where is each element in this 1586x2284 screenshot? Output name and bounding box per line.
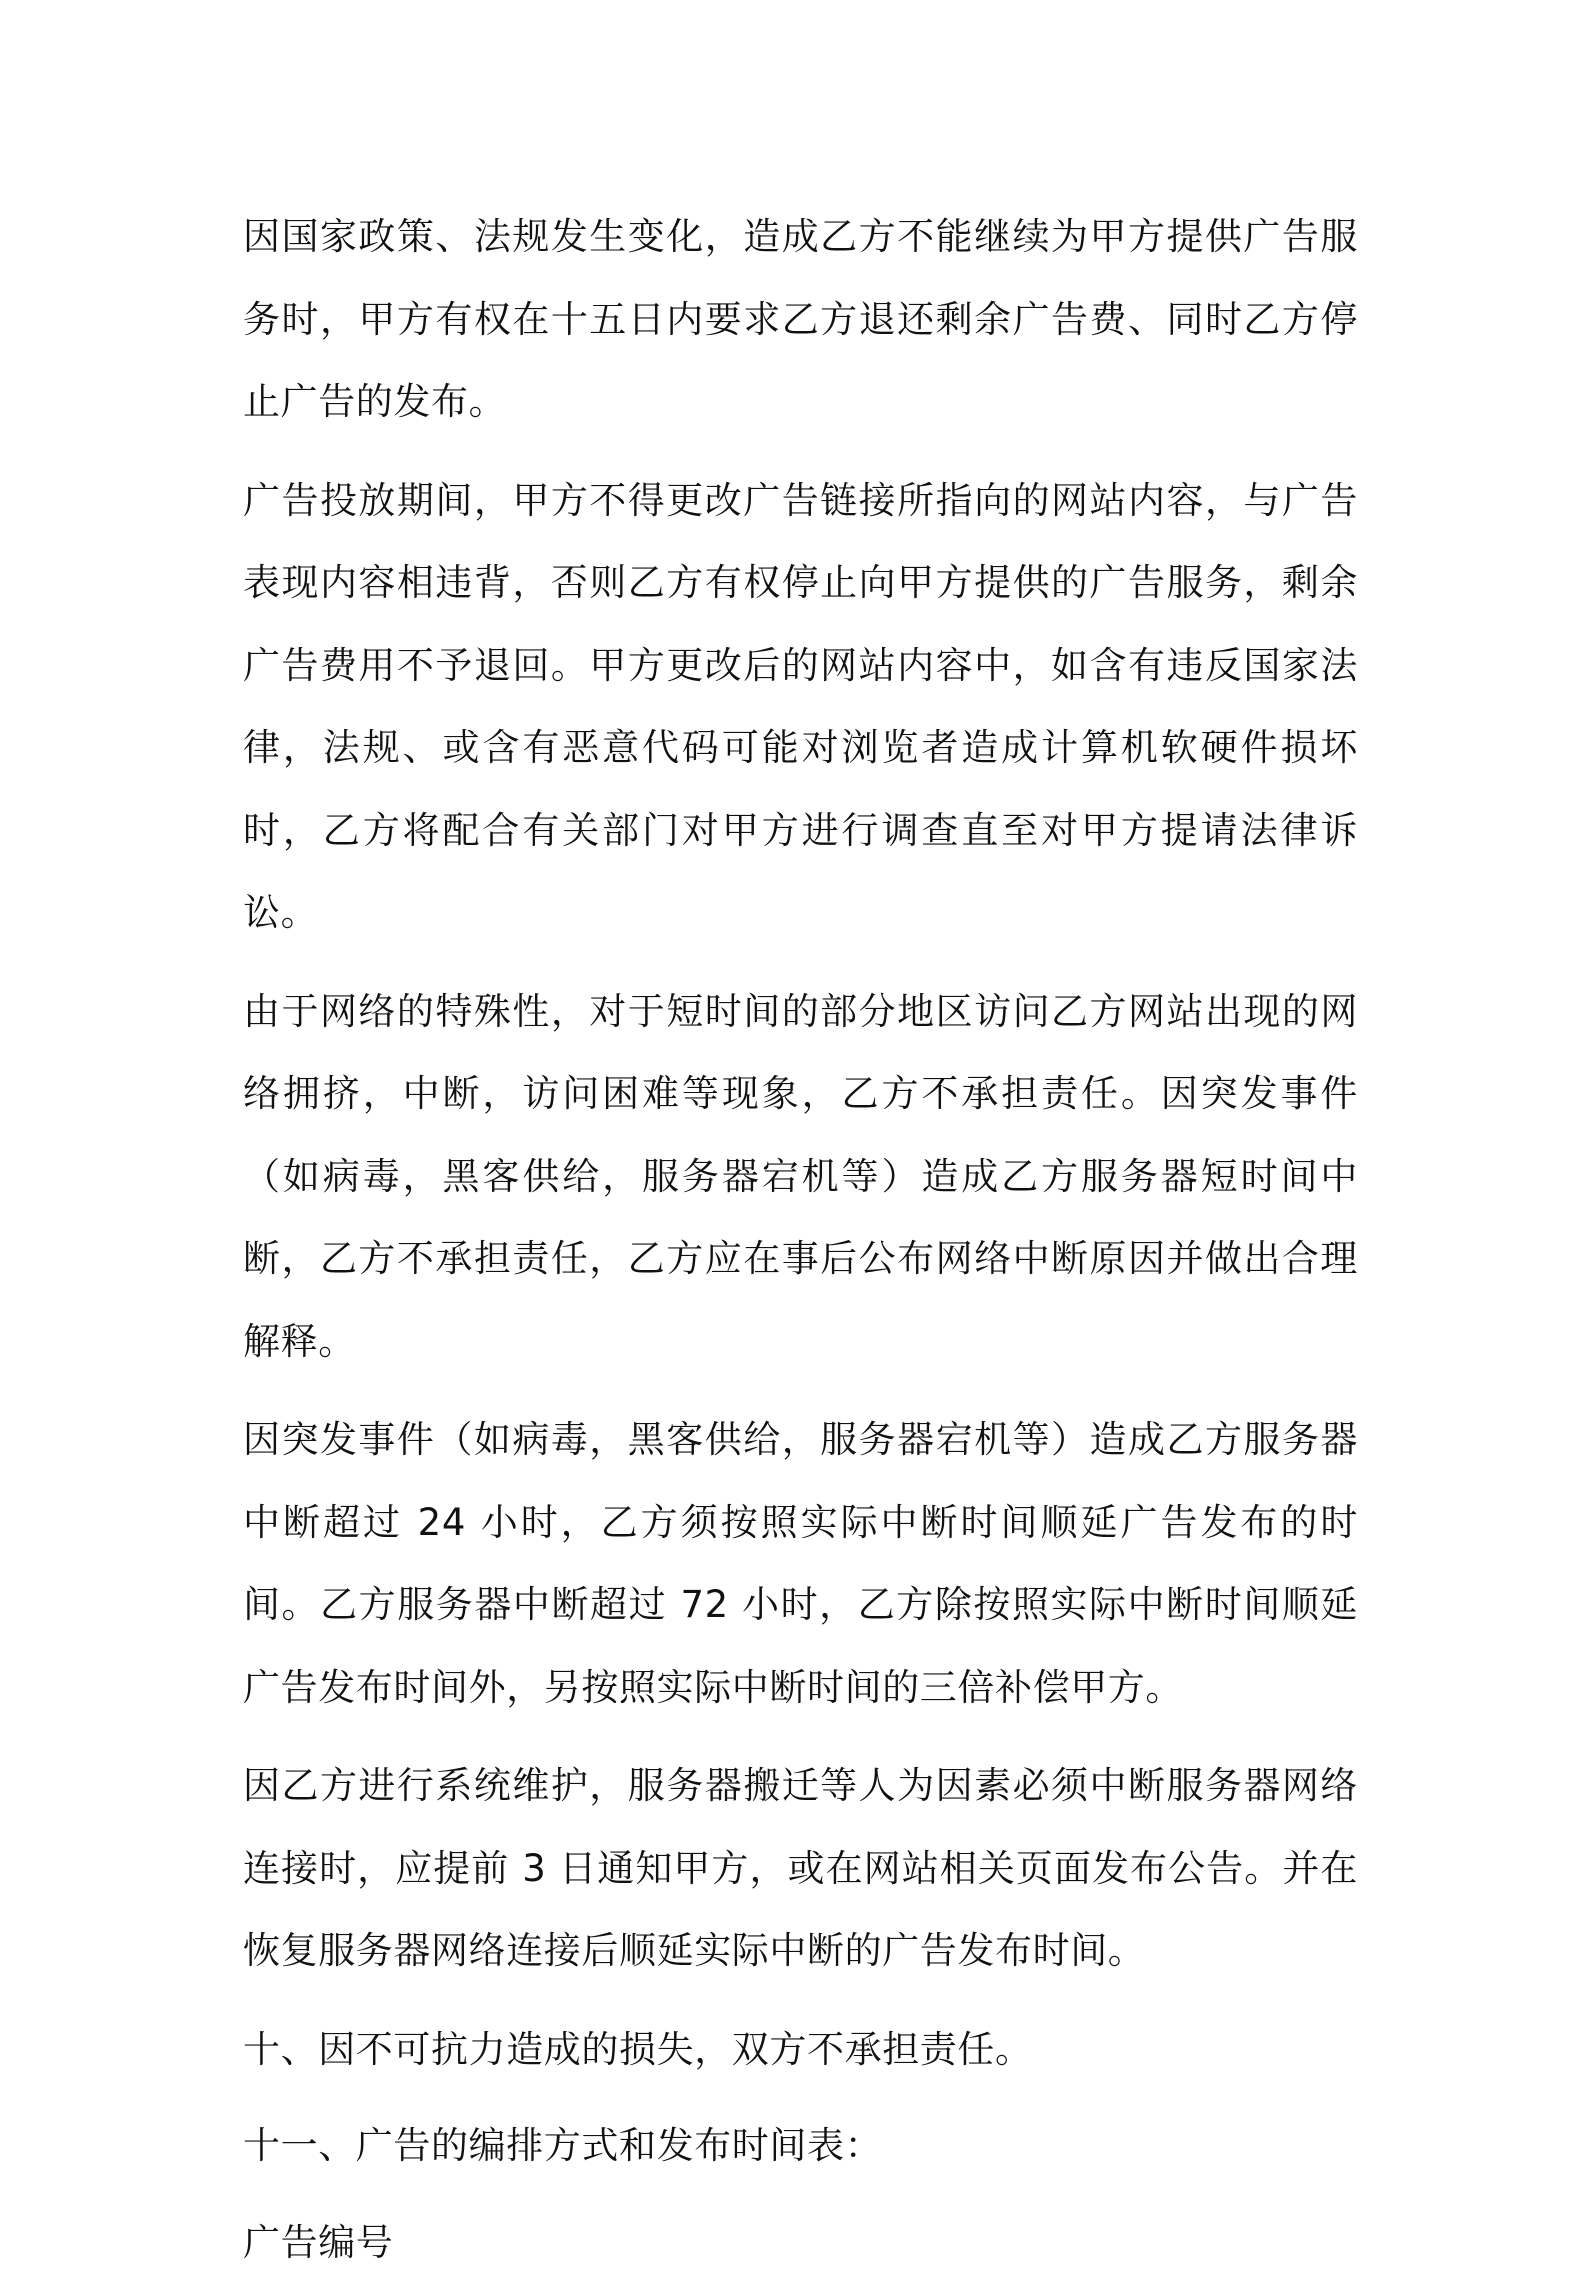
clause-ten: 十、因不可抗力造成的损失，双方不承担责任。 — [243, 2009, 1358, 2092]
paragraph-network-special: 由于网络的特殊性，对于短时间的部分地区访问乙方网站出现的网络拥挤，中断，访问困难等现象，乙方不承担责任。因突发事件（如病毒，黑客供给，服务器宕机等）造成乙方服务器短时间中断，乙方不承担责任，乙方应在事后公布网络中断原因并做出合理解释。 — [243, 971, 1358, 1384]
document-body — [243, 196, 1358, 2284]
paragraph-maintenance: 因乙方进行系统维护，服务器搬迁等人为因素必须中断服务器网络连接时，应提前 3 日通知甲方，或在网站相关页面发布公告。并在恢复服务器网络连接后顺延实际中断的广告发布时间。 — [243, 1745, 1358, 1993]
paragraph-content-change: 广告投放期间，甲方不得更改广告链接所指向的网站内容，与广告表现内容相违背，否则乙方有权停止向甲方提供的广告服务，剩余广告费用不予退回。甲方更改后的网站内容中，如含有违反国家法律，法规、或含有恶意代码可能对浏览者造成计算机软硬件损坏时，乙方将配合有关部门对甲方进行调查直至对甲方提请法律诉讼。 — [243, 460, 1358, 955]
paragraph-server-outage: 因突发事件（如病毒，黑客供给，服务器宕机等）造成乙方服务器中断超过 24 小时，乙方须按照实际中断时间顺延广告发布的时间。乙方服务器中断超过 72 小时，乙方除按照实际中断时间顺延广告发布时间外，另按照实际中断时间的三倍补偿甲方。 — [243, 1399, 1358, 1729]
clause-eleven: 十一、广告的编排方式和发布时间表： — [243, 2105, 1358, 2188]
ad-number-label: 广告编号 — [243, 2202, 1358, 2284]
paragraph-policy-change: 因国家政策、法规发生变化，造成乙方不能继续为甲方提供广告服务时，甲方有权在十五日内要求乙方退还剩余广告费、同时乙方停止广告的发布。 — [243, 196, 1358, 444]
